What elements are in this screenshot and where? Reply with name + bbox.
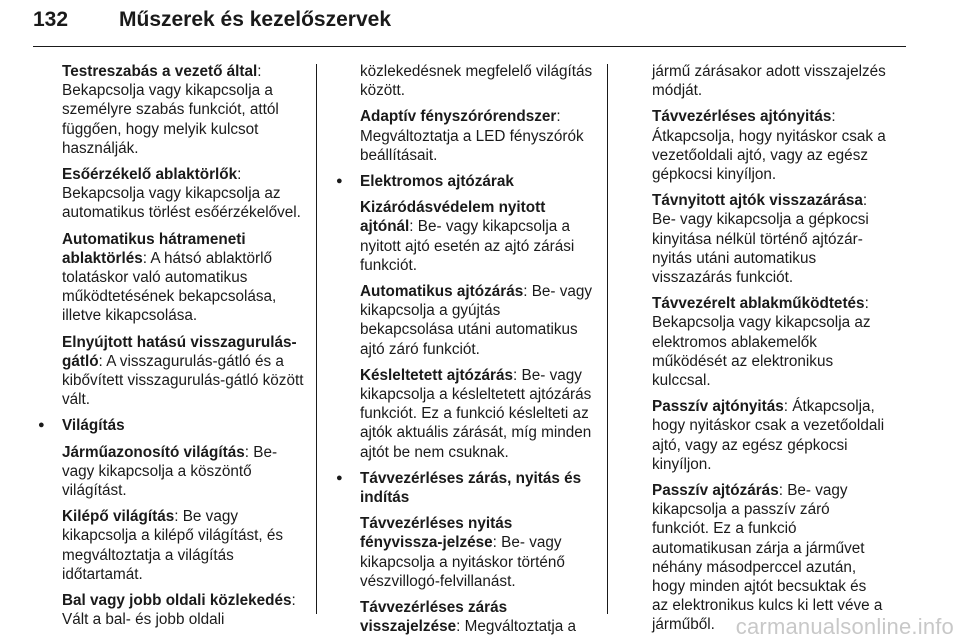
setting-term: Testreszabás a vezető által xyxy=(62,63,258,80)
setting-term: Távvezérelt ablakműködtetés xyxy=(652,295,865,313)
setting-entry xyxy=(360,598,594,636)
setting-description: : Be- vagy kikapcsolja a gépkocsi kinyitása nélkül történő ajtózár-nyitás utáni automatikus visszazárás funkciót. xyxy=(652,192,869,287)
page-number: 132 xyxy=(33,8,69,31)
setting-entry xyxy=(62,230,309,326)
column-divider-2 xyxy=(607,64,608,614)
setting-description: : Be- vagy kikapcsolja a köszöntő világítást. xyxy=(62,443,278,500)
setting-description: : Be- vagy kikapcsolja a késleltetett ajtózárás funkciót. Ez a funkció késlelteti az ajtók aktuális zárását, míg minden ajtót be nem csuknak. xyxy=(360,366,592,461)
page-title: Műszerek és kezelőszervek xyxy=(119,8,392,31)
setting-description: jármű zárásakor adott visszajelzés módját. xyxy=(652,63,886,100)
column-3 xyxy=(624,62,886,642)
page-header xyxy=(33,8,391,32)
setting-description: közlekedésnek megfelelő világítás között. xyxy=(360,63,593,100)
setting-description: : Be- vagy kikapcsolja a gyújtás bekapcsolása utáni automatikus ajtó záró funkciót. xyxy=(360,283,593,358)
setting-term: Késleltetett ajtózárás xyxy=(360,366,514,384)
setting-description: : Be- vagy kikapcsolja a passzív záró funkciót. Ez a funkció automatikusan zárja a járművet néhány másodperccel azután, hogy minden ajtót becsuktak és az elektronikus kulcs ki lett véve a járműből. xyxy=(652,482,883,634)
setting-entry xyxy=(652,397,886,474)
setting-description: : Bekapcsolja vagy kikapcsolja az elektromos ablakemelők működését az elektronikus kulccsal. xyxy=(652,295,871,390)
setting-entry xyxy=(652,294,886,390)
setting-entry xyxy=(62,165,309,223)
setting-entry xyxy=(62,591,309,629)
setting-entry xyxy=(652,191,886,287)
setting-description: : Átkapcsolja, hogy nyitáskor csak a vezetőoldali ajtó, vagy az egész gépkocsi kinyíljon. xyxy=(652,108,886,184)
setting-term: Passzív ajtónyitás xyxy=(652,398,784,416)
section-bullet: ● Világítás xyxy=(62,416,309,435)
setting-entry xyxy=(62,507,309,584)
setting-description: : Bekapcsolja vagy kikapcsolja a személyre szabás funkciót, attól függően, hogy melyik kulcsot használják. xyxy=(62,63,279,157)
setting-entry xyxy=(360,198,594,275)
setting-description: : Megváltoztatja a LED fényszórók beállításait. xyxy=(360,108,584,164)
setting-description: : A hátsó ablaktörlő tolatáskor való automatikus működtetésének bekapcsolása, illetve kikapcsolása. xyxy=(62,249,277,325)
setting-entry xyxy=(360,514,594,591)
setting-entry xyxy=(360,366,594,462)
setting-entry xyxy=(62,62,309,158)
setting-description: : Megváltoztatja a xyxy=(456,618,576,636)
setting-term: Távvezérléses ajtónyitás xyxy=(652,108,832,126)
column-2 xyxy=(332,62,594,643)
setting-term: Távvezérléses nyitás fényvissza-jelzése xyxy=(360,515,513,552)
watermark: carmanualsonline.info xyxy=(735,614,954,639)
setting-entry xyxy=(652,62,886,100)
setting-description: : Átkapcsolja, hogy nyitáskor csak a vezetőoldali ajtó, vagy az egész gépkocsi kinyíljon. xyxy=(652,398,885,473)
setting-description: : Vált a bal- és jobb oldali xyxy=(62,592,296,629)
setting-entry xyxy=(652,481,886,635)
header-rule xyxy=(33,46,906,47)
setting-term: Járműazonosító világítás xyxy=(62,443,245,461)
setting-entry xyxy=(360,107,594,165)
section-bullet: ● Távvezérléses zárás, nyitás és indítás xyxy=(360,469,594,507)
setting-term: Adaptív fényszórórendszer xyxy=(360,108,557,126)
setting-description: : A visszagurulás-gátló és a kibővített visszagurulás-gátló között vált. xyxy=(62,352,304,409)
setting-description: : Be vagy kikapcsolja a kilépő világítást, és megváltoztatja a világítás időtartamát. xyxy=(62,508,284,583)
setting-term: Bal vagy jobb oldali közlekedés xyxy=(62,592,292,610)
column-1 xyxy=(34,62,309,636)
setting-term: Passzív ajtózárás xyxy=(652,482,779,500)
setting-entry xyxy=(652,107,886,184)
setting-entry xyxy=(62,333,309,410)
setting-term: Esőérzékelő ablaktörlők xyxy=(62,166,238,184)
setting-entry xyxy=(62,443,309,501)
column-divider-1 xyxy=(316,64,317,614)
setting-term: Automatikus hátrameneti ablaktörlés xyxy=(62,230,246,267)
setting-description: : Bekapcsolja vagy kikapcsolja az automatikus törlést esőérzékelővel. xyxy=(62,166,301,222)
setting-term: Kizáródásvédelem nyitott ajtónál xyxy=(360,199,546,236)
setting-term: Automatikus ajtózárás xyxy=(360,283,524,301)
setting-entry xyxy=(360,282,594,359)
setting-description: : Be- vagy kikapcsolja a nyitott ajtó esetén az ajtó zárási funkciót. xyxy=(360,218,575,274)
setting-term: Elnyújtott hatású visszagurulás-gátló xyxy=(62,333,297,370)
setting-term: Távnyitott ajtók visszazárása xyxy=(652,192,863,210)
setting-term: Távvezérléses zárás visszajelzése xyxy=(360,599,508,636)
setting-description: : Be- vagy kikapcsolja a nyitáskor történő vészvillogó-felvillanást. xyxy=(360,534,565,590)
setting-entry xyxy=(360,62,594,100)
section-bullet: ● Elektromos ajtózárak xyxy=(360,172,594,191)
setting-term: Kilépő világítás xyxy=(62,508,175,526)
